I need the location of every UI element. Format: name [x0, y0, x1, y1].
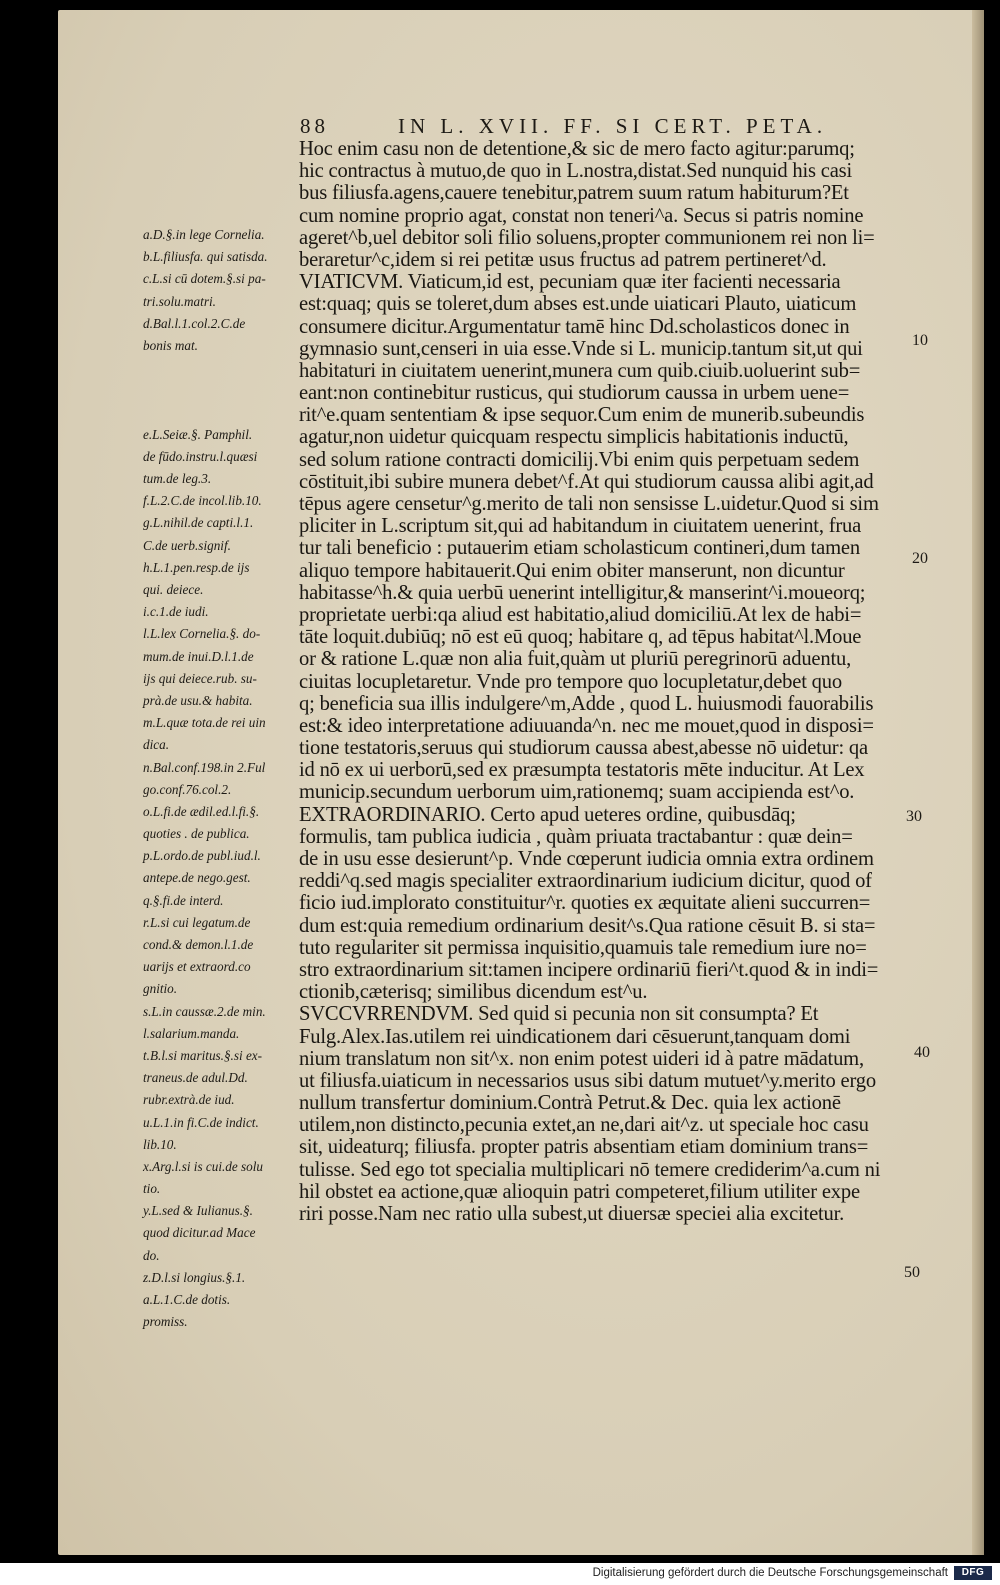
margin-note: cond.& demon.l.1.de: [143, 937, 254, 952]
margin-note: lib.10.: [143, 1136, 177, 1152]
margin-note: t.B.l.si maritus.§.si ex-: [143, 1047, 263, 1063]
margin-note: i.c.1.de iudi.: [143, 604, 209, 620]
text-line: ficio iud.implorato constituitur^r. quoties ex æquitate alieni succurren=: [299, 892, 871, 915]
text-line: ageret^b,uel debitor soli filio soluens,propter communionem rei non li=: [299, 226, 875, 249]
text-line: pliciter in L.scriptum sit,qui ad habitandum in ciuitatem uenerint, frua: [299, 515, 862, 538]
margin-note: bonis mat.: [143, 337, 198, 353]
text-line: SVCCVRRENDVM. Sed quid si pecunia non sit consumpta? Et: [299, 1003, 819, 1026]
text-line: tione testatoris,seruus qui studiorum caussa abest,abesse nō uidetur: qa: [299, 737, 868, 760]
text-line: id nō ex ui uerborū,sed ex præsumpta testatoris mēte inducitur. At Lex: [299, 759, 865, 782]
margin-note: f.L.2.C.de incol.lib.10.: [143, 493, 262, 509]
text-line: hil obstet ea actione,quæ alioquin patri competeret,filium utiliter expe: [299, 1180, 860, 1203]
text-line: q; beneficia sua illis indulgere^m,Adde , quod L. huiusmodi fauorabilis: [299, 692, 874, 715]
text-line: eant:non continebitur rusticus, qui studiorum caussa in urbem uene=: [299, 382, 850, 405]
text-line: riri posse.Nam nec ratio ulla subest,ut diuersæ speciei alia excitetur.: [299, 1203, 845, 1225]
margin-note: m.L.quæ tota.de rei uin: [143, 715, 266, 731]
margin-note: traneus.de adul.Dd.: [143, 1070, 248, 1086]
margin-note: z.D.l.si longius.§.1.: [143, 1269, 246, 1285]
text-line: formulis, tam publica iudicia , quàm priuata tractabantur : quæ dein=: [299, 825, 853, 848]
margin-gap: [143, 402, 303, 424]
text-line: utilem,non distincto,pecunia extet,an ne,dari ait^z. ut speciale hoc casu: [299, 1114, 869, 1137]
text-line: hic contractus à mutuo,de quo in L.nostra,distat.Sed nunquid his casi: [299, 160, 853, 183]
margin-note: p.L.ordo.de publ.iud.l.: [143, 848, 261, 864]
text-line: de in usu esse desierunt^p. Vnde cœperunt iudicia omnia extra ordinem: [299, 848, 874, 870]
text-line: tuto regulariter sit permissa inquisitio,quamuis tale remedium iure no=: [299, 936, 867, 959]
text-line: proprietate uerbi:qa aliud est habitatio,aliud domiciliū.At lex de habi=: [299, 603, 862, 626]
running-header: [300, 114, 860, 140]
margin-note: o.L.fi.de ædil.ed.l.fi.§.: [143, 803, 260, 819]
margin-note: c.L.si cū dotem.§.si pa-: [143, 271, 266, 287]
text-line: ctionib,cæterisq; similibus dicendum est^u.: [299, 981, 648, 1004]
main-text-column: [299, 138, 914, 1225]
text-line: nium translatum non sit^x. non enim potest uideri id à patre mādatum,: [299, 1047, 864, 1070]
marginal-notes: [143, 224, 303, 1333]
text-line: beraretur^c,idem si rei petitæ usus fructus ad patrem pertineret^d.: [299, 248, 827, 271]
margin-note: prà.de usu.& habita.: [143, 692, 253, 708]
text-line: ut filiusfa.uiaticum in necessarios usus sibi datum mutuet^y.merito ergo: [299, 1069, 876, 1092]
margin-note: rubr.extrà.de iud.: [143, 1092, 235, 1108]
line-number-40: 40: [914, 1044, 930, 1061]
margin-note: uarijs et extraord.co: [143, 959, 251, 975]
text-line: Fulg.Alex.Ias.utilem rei uindicationem dari cēsuerunt,tanquam domi: [299, 1025, 851, 1048]
margin-note: promiss.: [143, 1314, 188, 1330]
text-line: sed solum ratione contracti domicilij.Vbi enim quis perpetuam sedem: [299, 448, 860, 471]
line-number-20: 20: [912, 550, 928, 567]
margin-note: tio.: [143, 1181, 161, 1197]
margin-note: tri.solu.matri.: [143, 293, 216, 309]
margin-note: n.Bal.conf.198.in 2.Ful: [143, 759, 266, 775]
margin-note: q.§.fi.de interd.: [143, 892, 224, 908]
page-number: 88: [300, 114, 329, 138]
margin-note: a.L.1.C.de dotis.: [143, 1292, 231, 1307]
margin-note: e.L.Seiæ.§. Pamphil.: [143, 426, 253, 442]
text-line: agatur,non uidetur quicquam respectu simplicis habitationis inductū,: [299, 426, 849, 449]
text-line: est:& ideo interpretatione adiuuanda^n. nec me mouet,quod in disposi=: [299, 714, 874, 737]
text-line: rit^e.quam sententiam & ipse sequor.Cum enim de munerib.subeundis: [299, 404, 865, 427]
margin-note: r.L.si cui legatum.de: [143, 914, 251, 930]
text-line: dum est:quia remedium ordinarium desit^s.Qua ratione cēsuit B. si sta=: [299, 914, 876, 937]
running-title: IN L. XVII. FF. SI CERT. PETA.: [398, 114, 828, 138]
margin-note: mum.de inui.D.l.1.de: [143, 648, 254, 664]
text-line: est:quaq; quis se toleret,dum abses est.unde uiaticari Plauto, uiaticum: [299, 293, 857, 316]
text-line: habitasse^h.& quia uerbū uenerint intelligitur,& manserint^i.moueorq;: [299, 581, 866, 604]
margin-note: gnitio.: [143, 981, 178, 997]
text-line: stro extraordinarium sit:tamen incipere ordinariū fieri^t.quod & in indi=: [299, 958, 879, 981]
margin-note: b.L.filiusfa. qui satisda.: [143, 249, 268, 265]
margin-note: de fūdo.instru.l.quæsi: [143, 448, 258, 464]
dfg-logo: DFG: [954, 1566, 992, 1580]
text-line: bus filiusfa.agens,cauere tenebitur,patrem suum ratum habiturum?Et: [299, 182, 849, 205]
margin-note: quod dicitur.ad Mace: [143, 1225, 256, 1241]
margin-note: qui. deiece.: [143, 582, 204, 597]
text-line: sit, uideaturq; filiusfa. propter patris absentiam etiam dominium trans=: [299, 1136, 869, 1159]
margin-note: h.L.1.pen.resp.de ijs: [143, 559, 250, 575]
text-line: tulisse. Sed ego tot specialia multiplicari nō temere crediderim^a.cum ni: [299, 1158, 881, 1181]
text-line: or & ratione L.quæ non alia fuit,quàm ut pluriū peregrinorū aduentu,: [299, 648, 852, 671]
text-line: tēpus agere censetur^g.merito de tali non sensisse L.uidetur.Quod si sim: [299, 493, 879, 515]
margin-note: d.Bal.l.1.col.2.C.de: [143, 315, 246, 331]
margin-note: C.de uerb.signif.: [143, 537, 231, 553]
text-line: Hoc enim casu non de detentione,& sic de mero facto agitur:parumq;: [299, 138, 855, 160]
margin-gap: [143, 357, 303, 379]
margin-note: g.L.nihil.de capti.l.1.: [143, 515, 254, 531]
line-number-30: 30: [906, 808, 922, 825]
margin-note: u.L.1.in fi.C.de indict.: [143, 1114, 259, 1130]
text-line: cōstituit,ibi subire munera debet^f.At qui studiorum caussa alibi agit,ad: [299, 470, 874, 493]
margin-note: do.: [143, 1247, 160, 1263]
text-line: gymnasio sunt,censeri in uia esse.Vnde si L. municip.tantum sit,ut qui: [299, 337, 863, 360]
text-line: cum nomine proprio agat, constat non teneri^a. Secus si patris nomine: [299, 204, 864, 227]
margin-gap: [143, 379, 303, 401]
text-line: habitaturi in ciuitatem uenerint,munera cum quib.ciuib.uoluerint sub=: [299, 359, 861, 382]
text-line: municip.secundum uerborum uim,rationemq; suam accipienda est^o.: [299, 781, 855, 804]
margin-note: x.Arg.l.si is cui.de solu: [143, 1158, 264, 1174]
margin-note: go.conf.76.col.2.: [143, 781, 232, 797]
margin-note: tum.de leg.3.: [143, 471, 212, 487]
text-line: aliquo tempore habitauerit.Qui enim obiter manserunt, non dicuntur: [299, 559, 845, 582]
text-line: tāte loquit.dubiūq; nō est eū quoq; habitare q, ad tēpus habitat^l.Moue: [299, 626, 862, 649]
margin-note: antepe.de nego.gest.: [143, 870, 251, 886]
margin-note: s.L.in caussæ.2.de min.: [143, 1003, 266, 1019]
margin-note: a.D.§.in lege Cornelia.: [143, 227, 265, 242]
margin-note: quoties . de publica.: [143, 826, 250, 842]
text-line: EXTRAORDINARIO. Certo apud ueteres ordine, quibusdāq;: [299, 803, 796, 826]
footer-bar: [0, 1563, 1000, 1585]
text-line: VIATICVM. Viaticum,id est, pecuniam quæ iter facienti necessaria: [299, 271, 841, 294]
text-line: reddi^q.sed magis specialiter extraordinarium iudicium dicitur, quod of: [299, 870, 872, 893]
margin-note: y.L.sed & Iulianus.§.: [143, 1203, 253, 1219]
line-number-10: 10: [912, 332, 928, 349]
funding-credit: Digitalisierung gefördert durch die Deutsche Forschungsgemeinschaft: [592, 1567, 948, 1579]
text-line: nullum transfertur dominium.Contrà Petrut.& Dec. quia lex actionē: [299, 1092, 841, 1115]
text-line: ciuitas locupletaretur. Vnde pro tempore quo locupletatur,debet quo: [299, 670, 842, 693]
margin-note: l.salarium.manda.: [143, 1025, 240, 1041]
margin-note: l.L.lex Cornelia.§. do-: [143, 626, 261, 642]
margin-note: dica.: [143, 737, 170, 753]
line-number-50: 50: [904, 1264, 920, 1281]
text-line: consumere dicitur.Argumentatur tamē hinc Dd.scholasticos donec in: [299, 315, 850, 338]
text-line: tur tali beneficio : putauerim etiam scholasticum contineri,dum tamen: [299, 537, 860, 560]
margin-note: ijs qui deiece.rub. su-: [143, 670, 257, 686]
page-edge: [972, 10, 984, 1555]
